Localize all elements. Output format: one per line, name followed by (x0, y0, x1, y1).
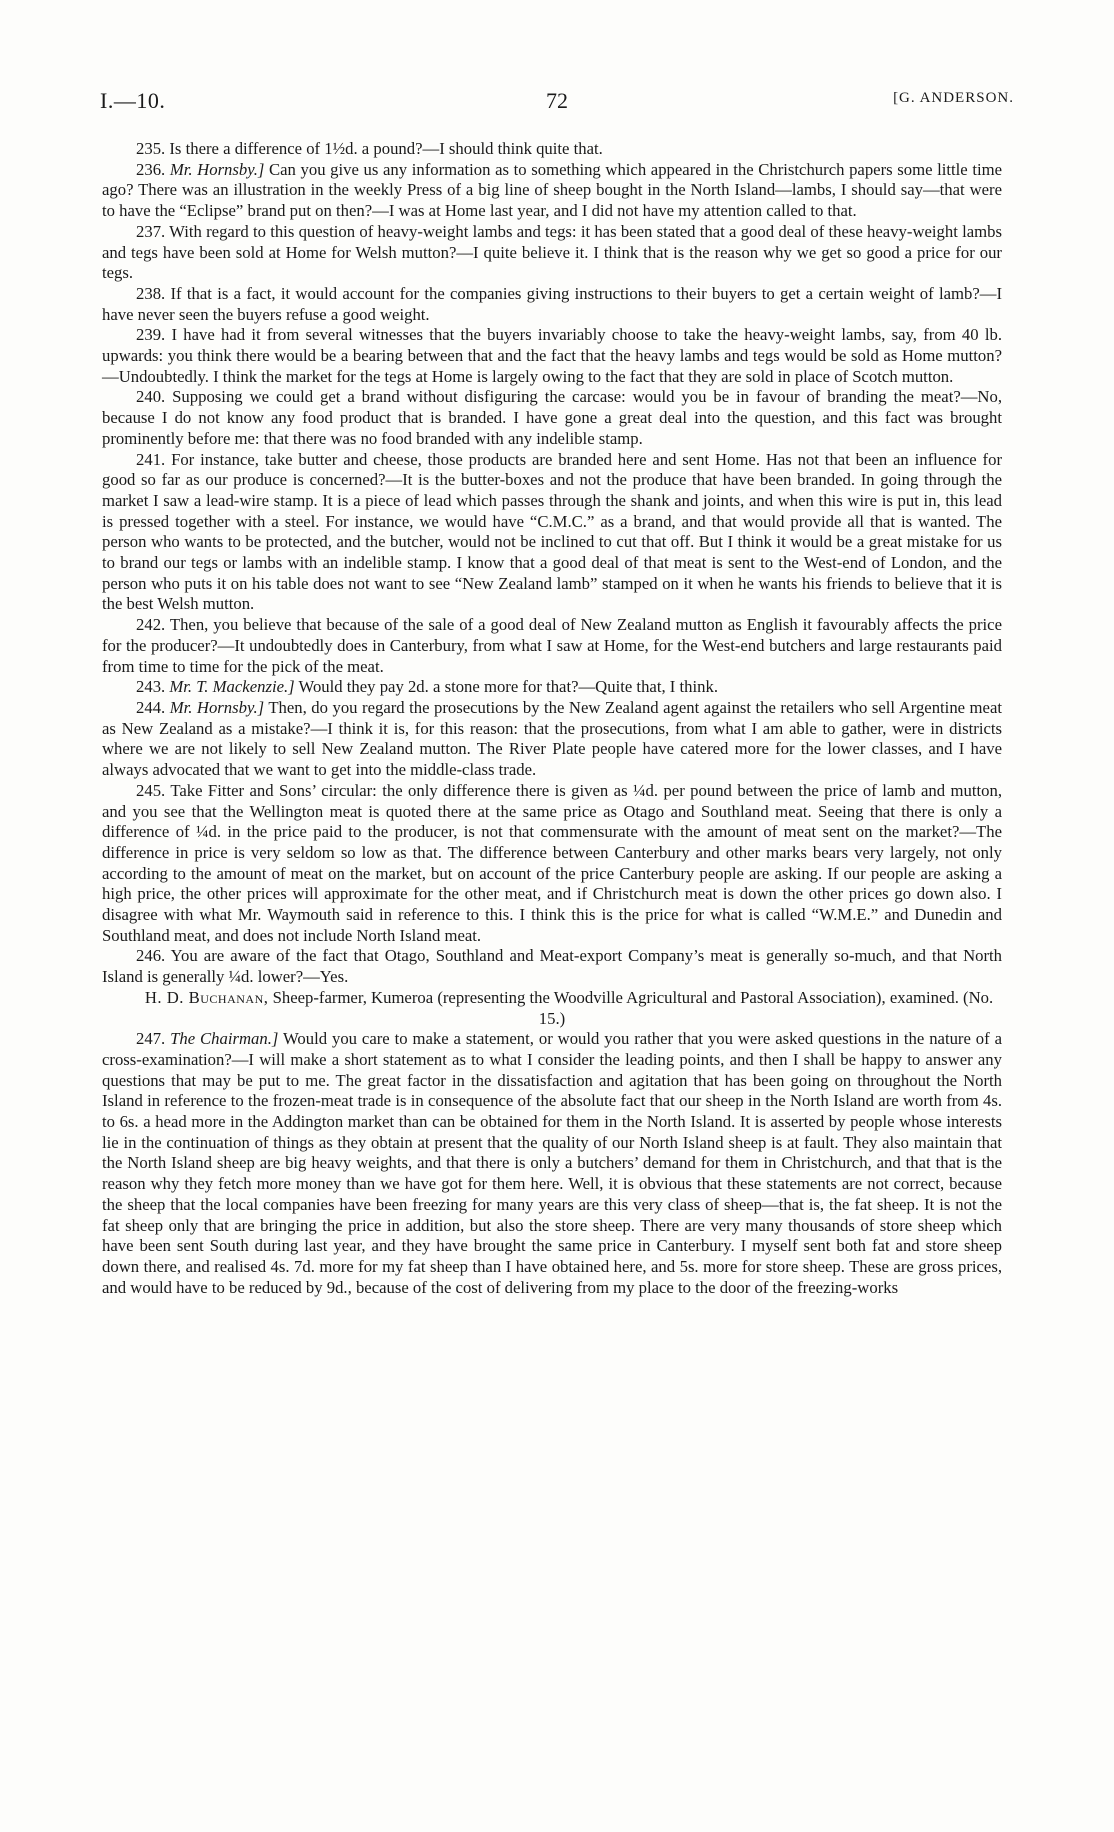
report-reference: I.—10. (100, 88, 166, 113)
page-header (100, 88, 1014, 118)
paragraph-244: 244. Mr. Hornsby.] Then, do you regard the prosecutions by the New Zealand agent against the retailers who sell Argentine meat as New Zealand as a mistake?—I think it is, for this reason: that the prosecutions, from what I am able to gather, were in districts where we are not likely to sell New Zealand mutton. The River Plate people have catered more for the lower classes, and I have always advocated that we want to get into the middle-class trade. (102, 697, 1002, 780)
running-head-witness: [G. ANDERSON. (893, 90, 1014, 106)
speaker-label: Mr. Hornsby.] (169, 159, 265, 179)
paragraph-246: 246. You are aware of the fact that Otago, Southland and Meat-export Company’s meat is generally so-much, and that North Island is generally ¼d. lower?—Yes. (102, 946, 1002, 987)
paragraph-237: 237. With regard to this question of heavy-weight lambs and tegs: it has been stated that a good deal of these heavy-weight lambs and tegs have been sold at Home for Welsh mutton?—I quite believe it. I think that is the reason why we get so good a price for our tegs. (102, 221, 1002, 283)
paragraph-239: 239. I have had it from several witnesses that the buyers invariably choose to take the heavy-weight lambs, say, from 40 lb. upwards: you think there would be a bearing between that and the fact that the heavy lambs and tegs would be sold as Home mutton?—Undoubtedly. I think the market for the tegs at Home is largely owing to the fact that they are sold in place of Scotch mutton. (102, 325, 1003, 386)
speaker-label: Mr. T. Mackenzie.] (169, 677, 295, 697)
speaker-label: The Chairman.] (170, 1029, 279, 1049)
paragraph-241: 241. For instance, take butter and cheese, those products are branded here and sent Home. Has not that been an influence for good so far as our produce is concerned?—It is the butter-boxes and not the produce that have been branded. In going through the market I saw a lead-wire stamp. It is a piece of lead which passes through the shank and joints, and when this wire is put in, this lead is pressed together with a steel. For instance, we would have “C.M.C.” as a brand, and that would provide all that is wanted. The person who wants to be protected, and the butcher, would not be inclined to cut that off. But I think it would be a great mistake for us to brand our tegs or lambs with an indelible stamp. I know that a good deal of that meat is sent to the West-end of London, and the person who puts it on his table does not want to see “New Zealand lamb” stamped on it when he wants his friends to believe that it is the best Welsh mutton. (102, 449, 1003, 614)
witness-heading (102, 988, 1002, 1029)
paragraph-235: 235. Is there a difference of 1½d. a pound?—I should think quite that. (136, 139, 603, 158)
paragraph-242: 242. Then, you believe that because of the sale of a good deal of New Zealand mutton as English it favourably affects the price for the producer?—It undoubtedly does in Canterbury, from what I saw at Home, for the West-end butchers and large restaurants paid from time to time for the pick of the meat. (102, 615, 1002, 676)
witness-name: H. D. Buchanan, (144, 987, 269, 1007)
speaker-label: Mr. Hornsby.] (169, 697, 265, 717)
paragraph-245: 245. Take Fitter and Sons’ circular: the only difference there is given as ¼d. per pound between the price of lamb and mutton, and you see that the Wellington meat is quoted there at the same price as Otago and Southland meat. Seeing that there is only a difference of ¼d. in the price paid to the producer, is not that commensurate with the amount of meat sent on the market?—The difference in price is very seldom so low as that. The difference between Canterbury and other marks bears very largely, not only according to the amount of meat on the market, but on account of the price Canterbury people are asking. If our people are asking a high price, the other prices will approximate for the other meat, and if Christchurch meat is down the other prices go down also. I disagree with what Mr. Waymouth said in reference to this. I think this is the price for what is called “W.M.E.” and Dunedin and Southland meat, and does not include North Island meat. (102, 780, 1002, 945)
witness-description: Sheep-farmer, Kumeroa (representing the Woodville Agricultural and Pastoral Association), examined. (No. 15.) (272, 987, 994, 1028)
paragraph-247: 247. The Chairman.] Would you care to make a statement, or would you rather that you were asked questions in the nature of a cross-examination?—I will make a short statement as to what I consider the leading points, and then I shall be happy to answer any questions that may be put to me. The great factor in the dissatisfaction and agitation that has been going on throughout the North Island in reference to the frozen-meat trade is in consequence of the absolute fact that our sheep in the North Island are worth from 4s. to 6s. a head more in the Addington market than can be obtained for them in the North Island. It is asserted by people whose interests lie in the continuation of things as they obtain at present that the quality of our North Island sheep is at fault. They also maintain that the North Island sheep are big heavy weights, and that there is only a butchers’ demand for them in Christchurch, and that that is the reason why they fetch more money than we have got for them here. Well, it is obvious that these statements are not correct, because the sheep that the local companies have been freezing for many years are this very class of sheep—that is, the fat sheep. It is not the fat sheep only that are bringing the price in addition, but also the store sheep. There are very many thousands of store sheep which have been sent South during last year, and they have brought the same price in Canterbury. I myself sent both fat and store sheep down there, and realised 4s. 7d. more for my fat sheep than I have obtained here, and 5s. more for store sheep. These are gross prices, and would have to be reduced by 9d., because of the cost of delivering from my place to the door of the freezing-works (102, 1029, 1003, 1297)
paragraph-238: 238. If that is a fact, it would account for the companies giving instructions to their buyers to get a certain weight of lamb?—I have never seen the buyers refuse a good weight. (102, 283, 1002, 324)
paragraph-240: 240. Supposing we could get a brand without disfiguring the carcase: would you be in favour of branding the meat?—No, because I do not know any food product that is branded. I have gone a great deal into the question, and this fact was brought prominently before me: that there was no food branded with any indelible stamp. (102, 387, 1002, 448)
document-body (102, 139, 1002, 1298)
paragraph-243: 243. Mr. T. Mackenzie.] Would they pay 2d. a stone more for that?—Quite that, I think. (136, 677, 718, 697)
page-number: 72 (546, 88, 568, 113)
paragraph-236: 236. Mr. Hornsby.] Can you give us any information as to something which appeared in the Christchurch papers some little time ago? There was an illustration in the weekly Press of a big line of sheep bought in the North Island—lambs, I should say—that were to have the “Eclipse” brand put on then?—I was at Home last year, and I did not have my attention called to that. (102, 159, 1002, 221)
